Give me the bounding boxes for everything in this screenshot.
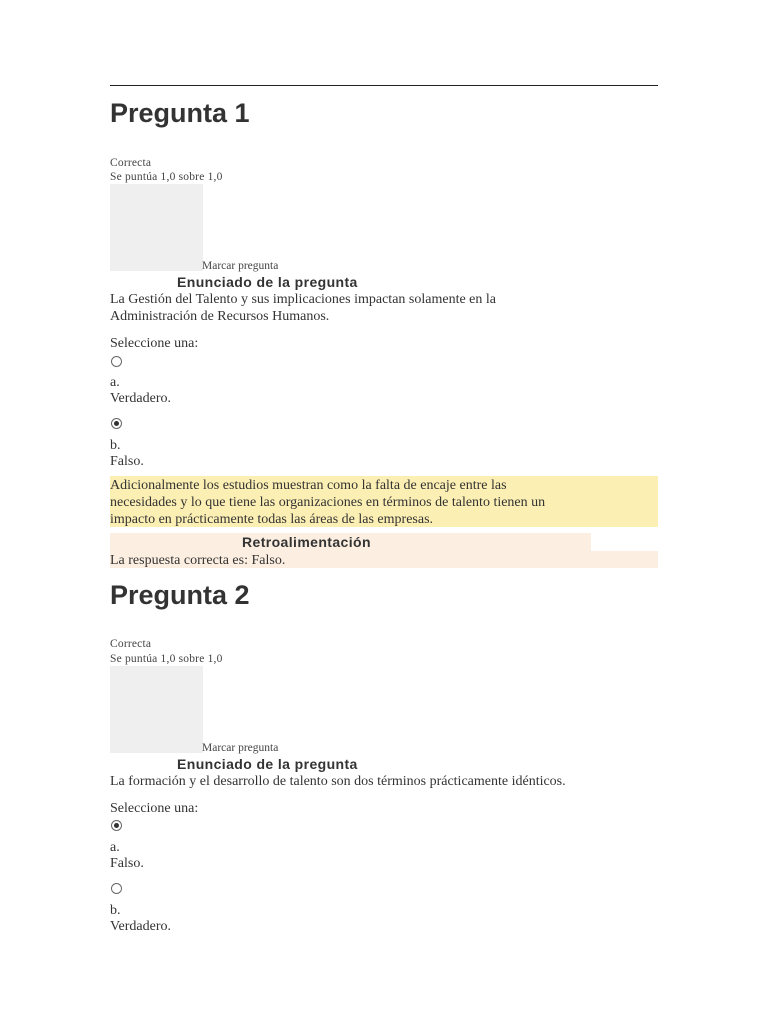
question-2-prompt: Seleccione una: [110,801,199,816]
question-2-option-a-radio[interactable] [111,820,122,831]
question-1-option-b-radio[interactable] [111,418,122,429]
question-1-general-feedback-line2: necesidades y lo que tiene las organizaciones en términos de talento tienen un [110,495,546,510]
question-1-flag-link[interactable]: Marcar pregunta [202,260,279,272]
question-1-option-a-letter: a. [110,375,120,390]
question-2-option-a-label[interactable]: Falso. [110,856,144,871]
question-1-feedback-heading: Retroalimentación [242,534,371,550]
question-1-option-a-radio[interactable] [111,356,122,367]
question-1-text-line2: Administración de Recursos Humanos. [110,309,330,324]
question-1-text-line1: La Gestión del Talento y sus implicaciones impactan solamente en la [110,292,496,307]
question-1-state: Correcta [110,157,152,169]
question-2-option-b-letter: b. [110,903,121,918]
question-1-grade: Se puntúa 1,0 sobre 1,0 [110,171,223,183]
question-1-title: Pregunta 1 [110,98,250,128]
question-1-option-b-letter: b. [110,438,121,453]
question-1-general-feedback-line3: impacto en prácticamente todas las áreas de las empresas. [110,512,434,527]
question-2-option-b-radio[interactable] [111,883,122,894]
question-1-right-answer: La respuesta correcta es: Falso. [110,553,286,568]
question-1-option-b-label[interactable]: Falso. [110,454,144,469]
question-1-option-a-label[interactable]: Verdadero. [110,391,172,406]
question-1-general-feedback-line1: Adicionalmente los estudios muestran como la falta de encaje entre las [110,478,507,493]
question-2-grade: Se puntúa 1,0 sobre 1,0 [110,653,223,665]
question-1-flag-image[interactable] [110,184,203,271]
question-1-heading: Enunciado de la pregunta [177,274,358,290]
question-2-text-line1: La formación y el desarrollo de talento son dos términos prácticamente idénticos. [110,774,566,789]
question-2-option-a-letter: a. [110,840,120,855]
question-2-title: Pregunta 2 [110,580,250,610]
question-2-option-b-label[interactable]: Verdadero. [110,919,172,934]
question-2-heading: Enunciado de la pregunta [177,756,358,772]
top-divider [110,85,658,86]
question-2-state: Correcta [110,638,152,650]
question-2-flag-link[interactable]: Marcar pregunta [202,742,279,754]
question-2-flag-image[interactable] [110,666,203,753]
question-1-prompt: Seleccione una: [110,336,199,351]
